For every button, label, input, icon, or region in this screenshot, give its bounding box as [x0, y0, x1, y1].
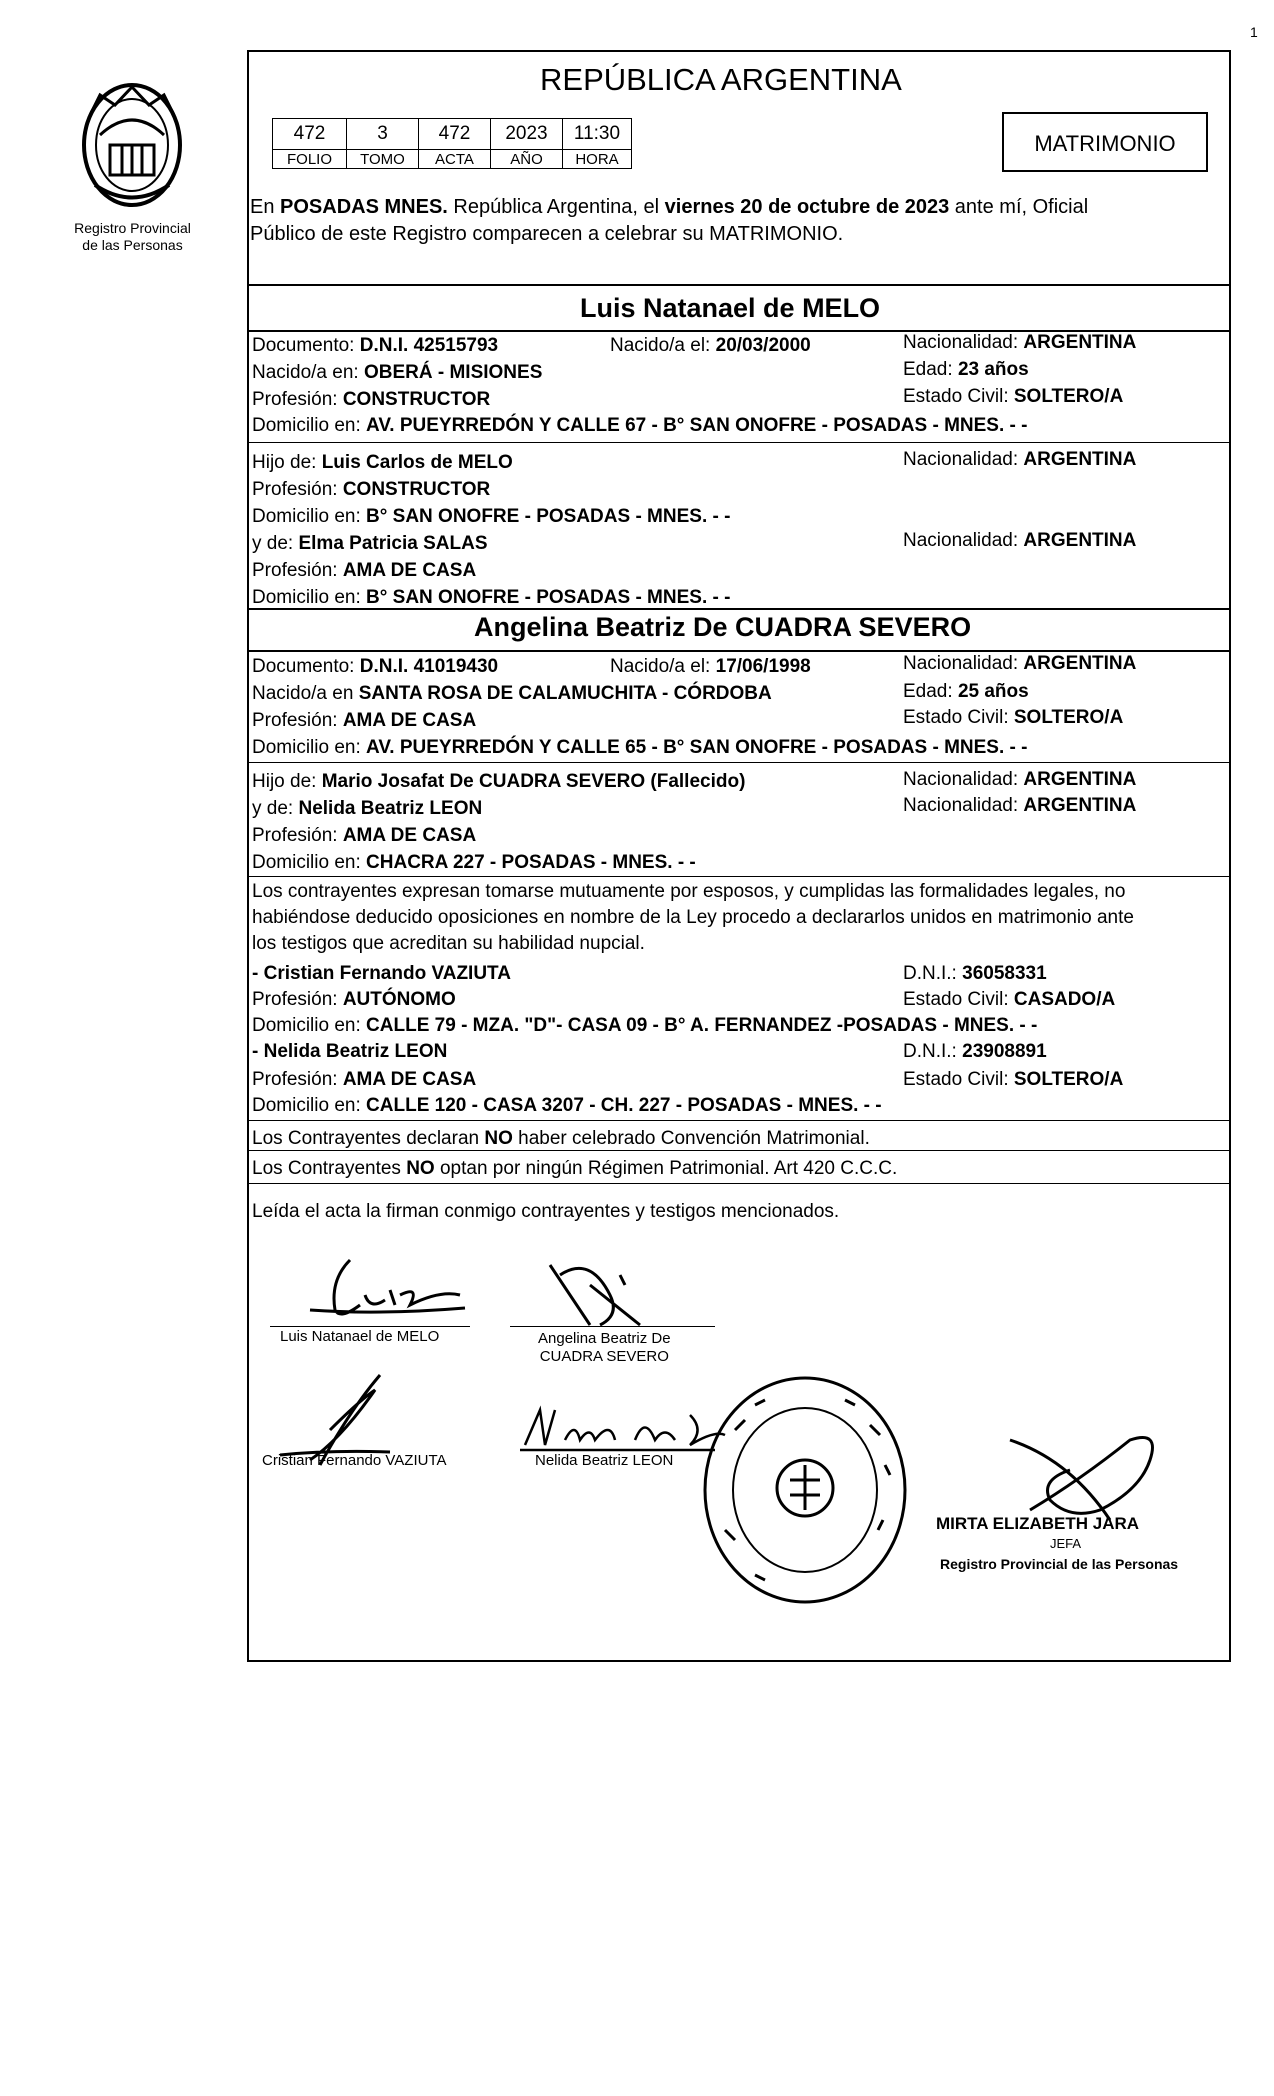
- registry-logo: [70, 75, 195, 254]
- divider: [247, 1120, 1231, 1121]
- groom-born-on: Nacido/a el: 20/03/2000: [610, 335, 811, 356]
- groom-mother-nationality: Nacionalidad: ARGENTINA: [903, 530, 1137, 551]
- acta-label: ACTA: [419, 150, 491, 169]
- ano-value: 2023: [491, 119, 563, 150]
- witness1-civil-status: Estado Civil: CASADO/A: [903, 989, 1116, 1010]
- witness2-profession: Profesión: AMA DE CASA: [252, 1069, 477, 1090]
- divider: [247, 284, 1231, 286]
- groom-father-address: Domicilio en: B° SAN ONOFRE - POSADAS - MNES. - -: [252, 506, 731, 527]
- bride-caption-line1: Angelina Beatriz De: [538, 1330, 671, 1347]
- intro-place: POSADAS MNES.: [280, 196, 448, 218]
- groom-born-in: Nacido/a en: OBERÁ - MISIONES: [252, 362, 543, 383]
- tomo-value: 3: [347, 119, 419, 150]
- bride-born-in: Nacido/a en SANTA ROSA DE CALAMUCHITA - CÓRDOBA: [252, 683, 772, 704]
- intro-date: viernes 20 de octubre de 2023: [664, 196, 950, 218]
- logo-caption: [70, 220, 195, 254]
- official-organization: Registro Provincial de las Personas: [940, 1556, 1179, 1572]
- acta-value: 472: [419, 119, 491, 150]
- type-box: [1002, 112, 1208, 172]
- groom-civil-status: Estado Civil: SOLTERO/A: [903, 386, 1124, 407]
- groom-signature-icon: [290, 1250, 490, 1330]
- groom-signature-caption: Luis Natanael de MELO: [280, 1328, 440, 1345]
- bride-nationality: Nacionalidad: ARGENTINA: [903, 653, 1137, 674]
- divider: [247, 876, 1231, 877]
- bride-mother-nationality: Nacionalidad: ARGENTINA: [903, 795, 1137, 816]
- witness1-name: - Cristian Fernando VAZIUTA: [252, 963, 511, 984]
- witness2-address: Domicilio en: CALLE 120 - CASA 3207 - CH. 227 - POSADAS - MNES. - -: [252, 1095, 882, 1116]
- divider: [247, 442, 1231, 443]
- ano-label: AÑO: [491, 150, 563, 169]
- groom-doc: Documento: D.N.I. 42515793: [252, 335, 499, 356]
- groom-mother-profession: Profesión: AMA DE CASA: [252, 560, 477, 581]
- bride-signature-caption: [538, 1330, 671, 1366]
- witness2-civil-status: Estado Civil: SOLTERO/A: [903, 1069, 1124, 1090]
- groom-address: Domicilio en: AV. PUEYRREDÓN Y CALLE 67 - B° SAN ONOFRE - POSADAS - MNES. - -: [252, 415, 1028, 436]
- divider: [247, 1183, 1231, 1184]
- bride-profession: Profesión: AMA DE CASA: [252, 710, 477, 731]
- bride-mother-address: Domicilio en: CHACRA 227 - POSADAS - MNES. - -: [252, 852, 696, 873]
- witness2-dni: D.N.I.: 23908891: [903, 1041, 1047, 1062]
- groom-father-nationality: Nacionalidad: ARGENTINA: [903, 449, 1137, 470]
- page-mark: 1: [1250, 24, 1258, 40]
- declaration-line3: los testigos que acreditan su habilidad nupcial.: [252, 933, 645, 954]
- groom-mother-address: Domicilio en: B° SAN ONOFRE - POSADAS - MNES. - -: [252, 587, 731, 608]
- intro-line1: En POSADAS MNES. República Argentina, el viernes 20 de octubre de 2023 ante mí, Oficial: [250, 196, 1089, 218]
- witness1-signature-caption: Cristian Fernando VAZIUTA: [262, 1452, 447, 1469]
- divider: [247, 1150, 1231, 1151]
- intro-line2: Público de este Registro comparecen a celebrar su MATRIMONIO.: [250, 223, 844, 245]
- declaration-line2: habiéndose deducido oposiciones en nombre de la Ley procedo a declararlos unidos en matrimonio ante: [252, 907, 1134, 928]
- coat-of-arms-icon: [70, 75, 195, 215]
- witness1-address: Domicilio en: CALLE 79 - MZA. "D"- CASA 09 - B° A. FERNANDEZ -POSADAS - MNES. - -: [252, 1015, 1038, 1036]
- witness1-dni: D.N.I.: 36058331: [903, 963, 1047, 984]
- bride-doc: Documento: D.N.I. 41019430: [252, 656, 499, 677]
- groom-profession: Profesión: CONSTRUCTOR: [252, 389, 491, 410]
- official-name: MIRTA ELIZABETH JARA: [936, 1514, 1140, 1533]
- closing-statement: Leída el acta la firman conmigo contrayentes y testigos mencionados.: [252, 1201, 840, 1222]
- witness2-name: - Nelida Beatriz LEON: [252, 1041, 448, 1062]
- bride-father: Hijo de: Mario Josafat De CUADRA SEVERO (Fallecido): [252, 771, 746, 792]
- divider: [247, 762, 1231, 763]
- type-box-label: MATRIMONIO: [1034, 131, 1176, 156]
- registry-table: [272, 118, 632, 169]
- groom-father: Hijo de: Luis Carlos de MELO: [252, 452, 513, 473]
- official-role: JEFA: [1050, 1536, 1082, 1551]
- page-title: REPÚBLICA ARGENTINA: [540, 62, 902, 97]
- bride-caption-line2: CUADRA SEVERO: [539, 1348, 669, 1365]
- bride-address: Domicilio en: AV. PUEYRREDÓN Y CALLE 65 - B° SAN ONOFRE - POSADAS - MNES. - -: [252, 737, 1028, 758]
- logo-line1: Registro Provincial: [74, 220, 191, 236]
- bride-mother: y de: Nelida Beatriz LEON: [252, 798, 483, 819]
- official-seal-icon: [695, 1370, 915, 1620]
- folio-value: 472: [273, 119, 347, 150]
- convention-statement: Los Contrayentes declaran NO haber celebrado Convención Matrimonial.: [252, 1128, 870, 1149]
- groom-age: Edad: 23 años: [903, 359, 1029, 380]
- signature-line: [270, 1326, 470, 1327]
- groom-father-profession: Profesión: CONSTRUCTOR: [252, 479, 491, 500]
- folio-label: FOLIO: [273, 150, 347, 169]
- witness1-profession: Profesión: AUTÓNOMO: [252, 989, 456, 1010]
- hora-label: HORA: [563, 150, 632, 169]
- divider: [247, 608, 1231, 610]
- logo-line2: de las Personas: [82, 237, 183, 253]
- declaration-line1: Los contrayentes expresan tomarse mutuamente por esposos, y cumplidas las formalidades legales, no: [252, 881, 1126, 902]
- bride-mother-profession: Profesión: AMA DE CASA: [252, 825, 477, 846]
- signature-line: [510, 1326, 715, 1327]
- bride-signature-icon: [530, 1255, 670, 1335]
- hora-value: 11:30: [563, 119, 632, 150]
- bride-age: Edad: 25 años: [903, 681, 1029, 702]
- witness2-signature-caption: Nelida Beatriz LEON: [535, 1452, 674, 1469]
- groom-name: Luis Natanael de MELO: [580, 293, 881, 323]
- bride-father-nationality: Nacionalidad: ARGENTINA: [903, 769, 1137, 790]
- bride-born-on: Nacido/a el: 17/06/1998: [610, 656, 811, 677]
- regime-statement: Los Contrayentes NO optan por ningún Régimen Patrimonial. Art 420 C.C.C.: [252, 1158, 898, 1179]
- bride-name: Angelina Beatriz De CUADRA SEVERO: [474, 612, 972, 642]
- bride-civil-status: Estado Civil: SOLTERO/A: [903, 707, 1124, 728]
- groom-mother: y de: Elma Patricia SALAS: [252, 533, 488, 554]
- tomo-label: TOMO: [347, 150, 419, 169]
- groom-nationality: Nacionalidad: ARGENTINA: [903, 332, 1137, 353]
